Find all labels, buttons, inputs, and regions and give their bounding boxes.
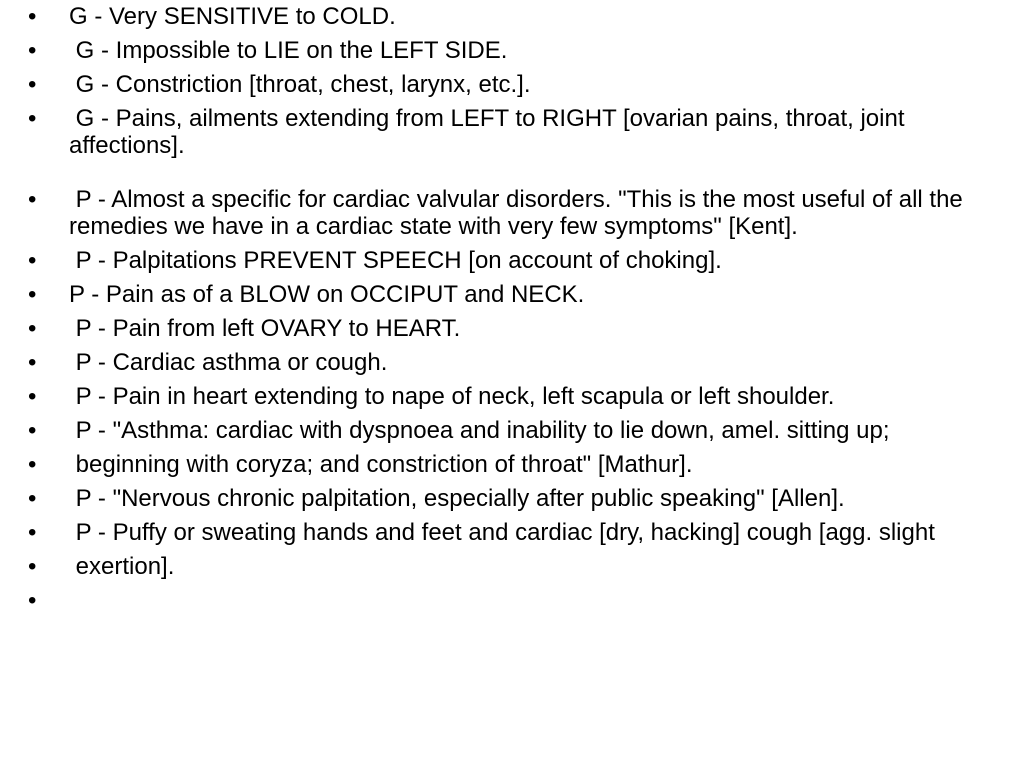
- list-item-text: P - "Asthma: cardiac with dyspnoea and inability to lie down, amel. sitting up;: [69, 417, 890, 444]
- list-item-text: P - Almost a specific for cardiac valvular disorders. "This is the most useful of all the remedies we have in a cardiac state with very few symptoms" [Kent].: [69, 186, 970, 240]
- list-item: [0, 105, 1024, 159]
- list-item-text: P - Pain in heart extending to nape of neck, left scapula or left shoulder.: [69, 383, 835, 410]
- bullet-icon: •: [28, 71, 37, 98]
- list-item-text: G - Impossible to LIE on the LEFT SIDE.: [69, 37, 508, 64]
- bullet-icon: •: [28, 315, 37, 342]
- list-item-text: P - Pain as of a BLOW on OCCIPUT and NECK.: [69, 281, 585, 308]
- list-item-text: P - Cardiac asthma or cough.: [69, 349, 388, 376]
- bullet-icon: •: [28, 37, 37, 64]
- list-item: [0, 485, 1024, 512]
- list-item: [0, 383, 1024, 410]
- list-item-text: G - Constriction [throat, chest, larynx, etc.].: [69, 71, 531, 98]
- bullet-icon: •: [28, 519, 37, 546]
- list-item: [0, 451, 1024, 478]
- list-item: [0, 3, 1024, 30]
- list-item: [0, 519, 1024, 546]
- bullet-icon: •: [28, 105, 37, 132]
- list-item: [0, 553, 1024, 580]
- list-item: [0, 247, 1024, 274]
- bullet-icon: •: [28, 281, 37, 308]
- list-item-text: P - "Nervous chronic palpitation, especially after public speaking" [Allen].: [69, 485, 845, 512]
- bullet-icon: •: [28, 553, 37, 580]
- bullet-icon: •: [28, 247, 37, 274]
- bullet-icon: •: [28, 383, 37, 410]
- list-item-text: G - Pains, ailments extending from LEFT to RIGHT [ovarian pains, throat, joint affections].: [69, 105, 912, 159]
- list-item: [0, 37, 1024, 64]
- list-item: [0, 349, 1024, 376]
- list-item-text: beginning with coryza; and constriction of throat" [Mathur].: [69, 451, 693, 478]
- list-item-text: P - Pain from left OVARY to HEART.: [69, 315, 461, 342]
- bullet-list: [0, 3, 1024, 614]
- bullet-icon: •: [28, 485, 37, 512]
- list-item-text: G - Very SENSITIVE to COLD.: [69, 3, 396, 30]
- bullet-icon: •: [28, 3, 37, 30]
- list-item: [0, 186, 1024, 240]
- bullet-icon: •: [28, 349, 37, 376]
- list-item: [0, 281, 1024, 308]
- list-item-text: P - Palpitations PREVENT SPEECH [on account of choking].: [69, 247, 722, 274]
- bullet-icon: •: [28, 186, 37, 213]
- list-item: [0, 315, 1024, 342]
- list-item: [0, 417, 1024, 444]
- bullet-icon: •: [28, 451, 37, 478]
- bullet-icon: •: [28, 417, 37, 444]
- list-item: [0, 71, 1024, 98]
- list-item-text: P - Puffy or sweating hands and feet and cardiac [dry, hacking] cough [agg. slight: [69, 519, 935, 546]
- list-item-text: exertion].: [69, 553, 175, 580]
- bullet-icon: •: [28, 587, 37, 614]
